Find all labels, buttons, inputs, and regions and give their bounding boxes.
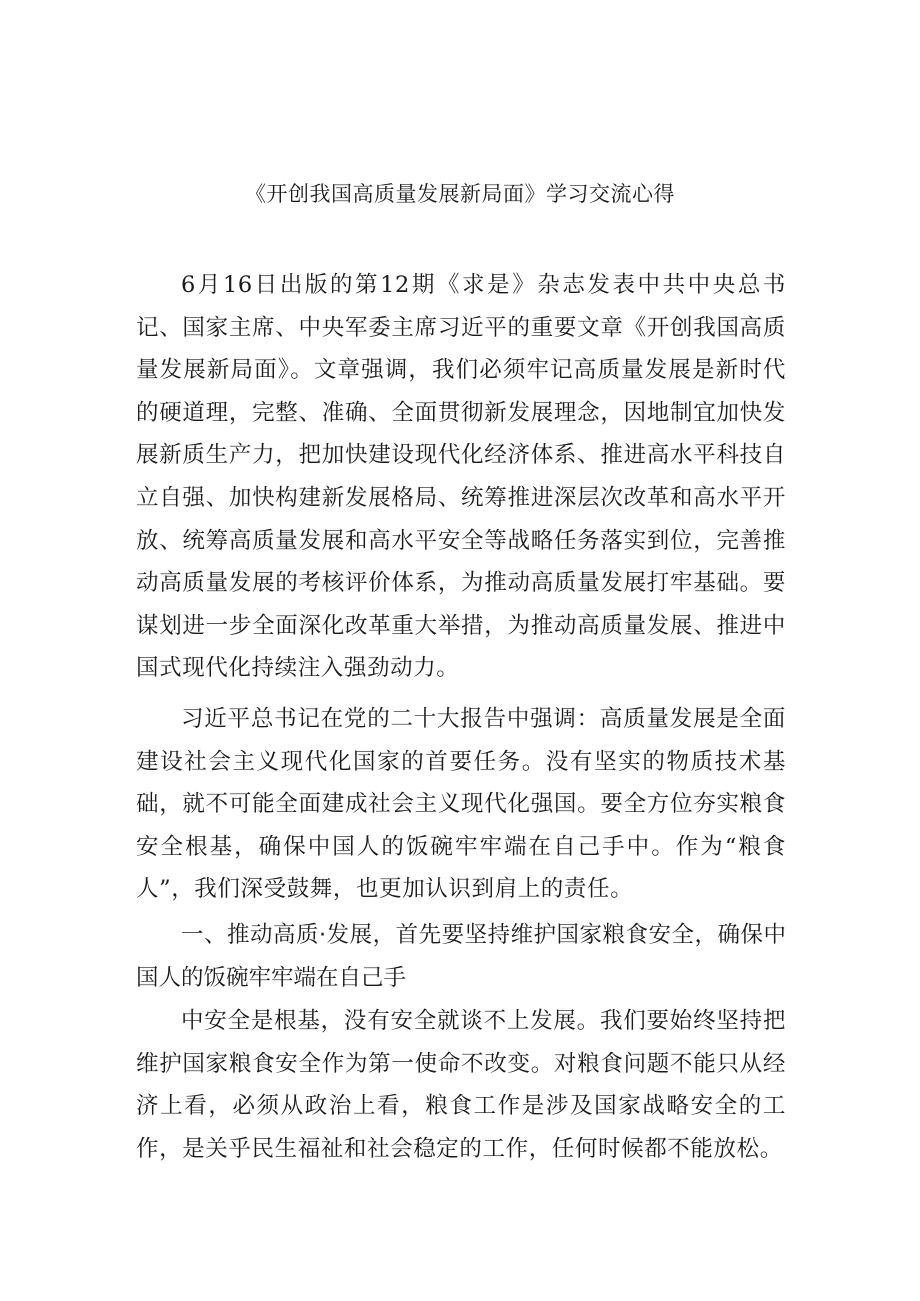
body-paragraph: 6月16日出版的第12期《求是》杂志发表中共中央总书记、国家主席、中央军委主席习近平的重要文章《开创我国高质量发展新局面》。文章强调，我们必须牢记高质量发展是新时代的硬道理，完整、准确、全面贯彻新发展理念，因地制宜加快发展新质生产力，把加快建设现代化经济体系、推进高水平科技自立自强、加快构建新发展格局、统筹推进深层次改革和高水平开放、统筹高质量发展和高水平安全等战略任务落实到位，完善推动高质量发展的考核评价体系，为推动高质量发展打牢基础。要谋划进一步全面深化改革重大举措，为推动高质量发展、推进中国式现代化持续注入强劲动力。 xyxy=(136,272,786,682)
section-heading: 一、推动高质·发展，首先要坚持维护国家粮食安全，确保中国人的饭碗牢牢端在自己手 xyxy=(136,922,786,991)
body-paragraph: 习近平总书记在党的二十大报告中强调：高质量发展是全面建设社会主义现代化国家的首要任务。没有坚实的物质技术基础，就不可能全面建成社会主义现代化强国。要全方位夯实粮食安全根基，确保中国人的饭碗牢牢端在自己手中。作为“粮食人”，我们深受鼓舞，也更加认识到肩上的责任。 xyxy=(136,706,786,903)
body-paragraph: 中安全是根基，没有安全就谈不上发展。我们要始终坚持把维护国家粮食安全作为第一使命不改变。对粮食问题不能只从经济上看，必须从政治上看，粮食工作是涉及国家战略安全的工作，是关乎民生福祉和社会稳定的工作，任何时候都不能放松。 xyxy=(136,1008,786,1162)
document-title: 《开创我国高质量发展新局面》学习交流心得 xyxy=(245,182,675,206)
